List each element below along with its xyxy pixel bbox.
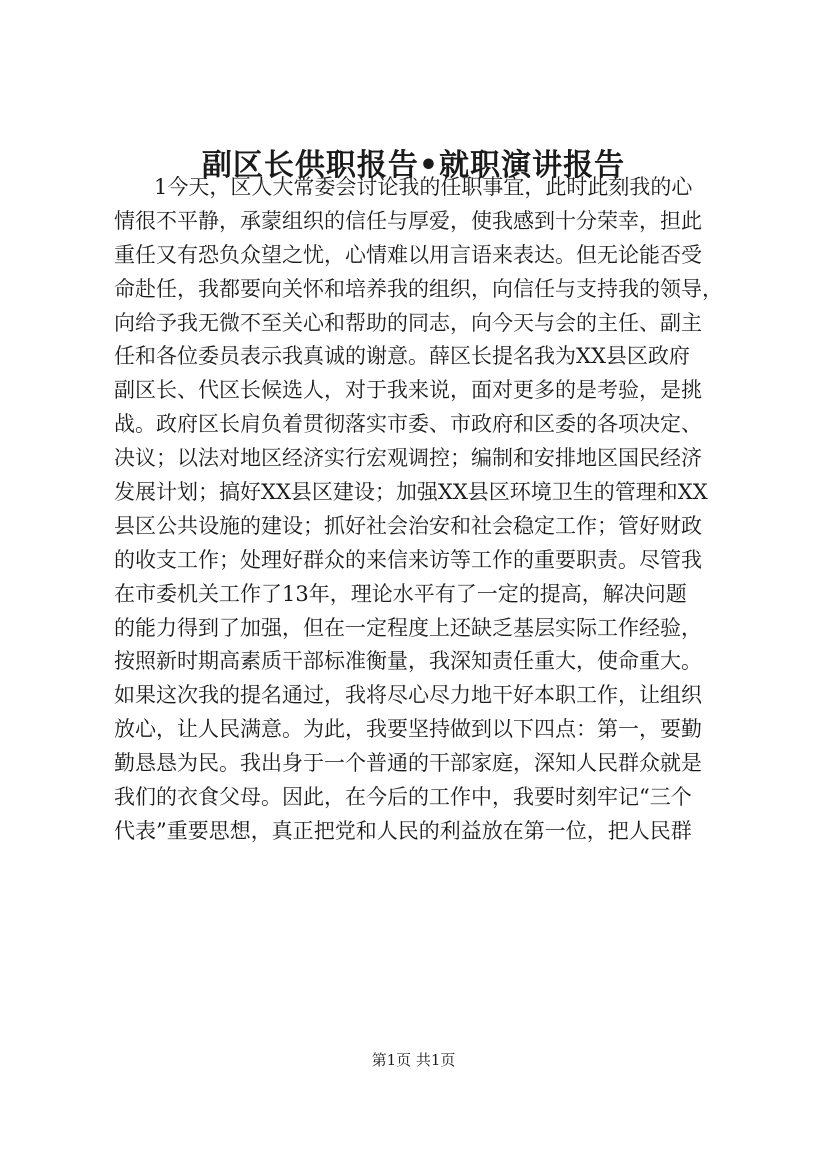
page-number-footer: 第1页 共1页 <box>371 1051 456 1069</box>
body-line: 战。政府区长肩负着贯彻落实市委、市政府和区委的各项决定、 <box>114 412 702 437</box>
body-line: 我们的衣食父母。因此，在今后的工作中，我要时刻牢记“三个 <box>114 785 692 810</box>
document-title: 副区长供职报告•就职演讲报告 <box>201 148 626 183</box>
body-line: 任和各位委员表示我真诚的谢意。薛区长提名我为XX县区政府 <box>114 344 690 369</box>
body-line: 如果这次我的提名通过，我将尽心尽力地干好本职工作，让组织 <box>114 683 702 708</box>
body-line: 发展计划；搞好XX县区建设；加强XX县区环境卫生的管理和XX <box>114 480 708 505</box>
body-line: 按照新时期高素质干部标准衡量，我深知责任重大，使命重大。 <box>114 649 702 674</box>
body-line: 重任又有恐负众望之忧，心情难以用言语来表达。但无论能否受 <box>114 242 702 267</box>
body-line: 放心，让人民满意。为此，我要坚持做到以下四点：第一，要勤 <box>114 717 702 742</box>
body-line: 县区公共设施的建设；抓好社会治安和社会稳定工作；管好财政 <box>114 513 702 538</box>
body-line: 的收支工作；处理好群众的来信来访等工作的重要职责。尽管我 <box>114 547 702 572</box>
body-line: 1今天，区人大常委会讨论我的任职事宜，此时此刻我的心 <box>154 175 693 199</box>
body-line: 决议；以法对地区经济实行宏观调控；编制和安排地区国民经济 <box>114 446 702 471</box>
body-line: 代表”重要思想，真正把党和人民的利益放在第一位，把人民群 <box>114 818 692 843</box>
body-line: 命赴任，我都要向关怀和培养我的组织，向信任与支持我的领导， <box>114 276 723 301</box>
body-line: 在市委机关工作了13年，理论水平有了一定的提高，解决问题 <box>114 581 687 606</box>
document-body <box>114 171 739 849</box>
body-line: 副区长、代区长候选人，对于我来说，面对更多的是考验，是挑 <box>114 378 702 403</box>
body-line: 的能力得到了加强，但在一定程度上还缺乏基层实际工作经验， <box>114 615 702 640</box>
body-line: 情很不平静，承蒙组织的信任与厚爱，使我感到十分荣幸，担此 <box>114 208 702 233</box>
body-line: 向给予我无微不至关心和帮助的同志，向今天与会的主任、副主 <box>114 310 702 335</box>
body-line: 勤恳恳为民。我出身于一个普通的干部家庭，深知人民群众就是 <box>114 751 702 776</box>
